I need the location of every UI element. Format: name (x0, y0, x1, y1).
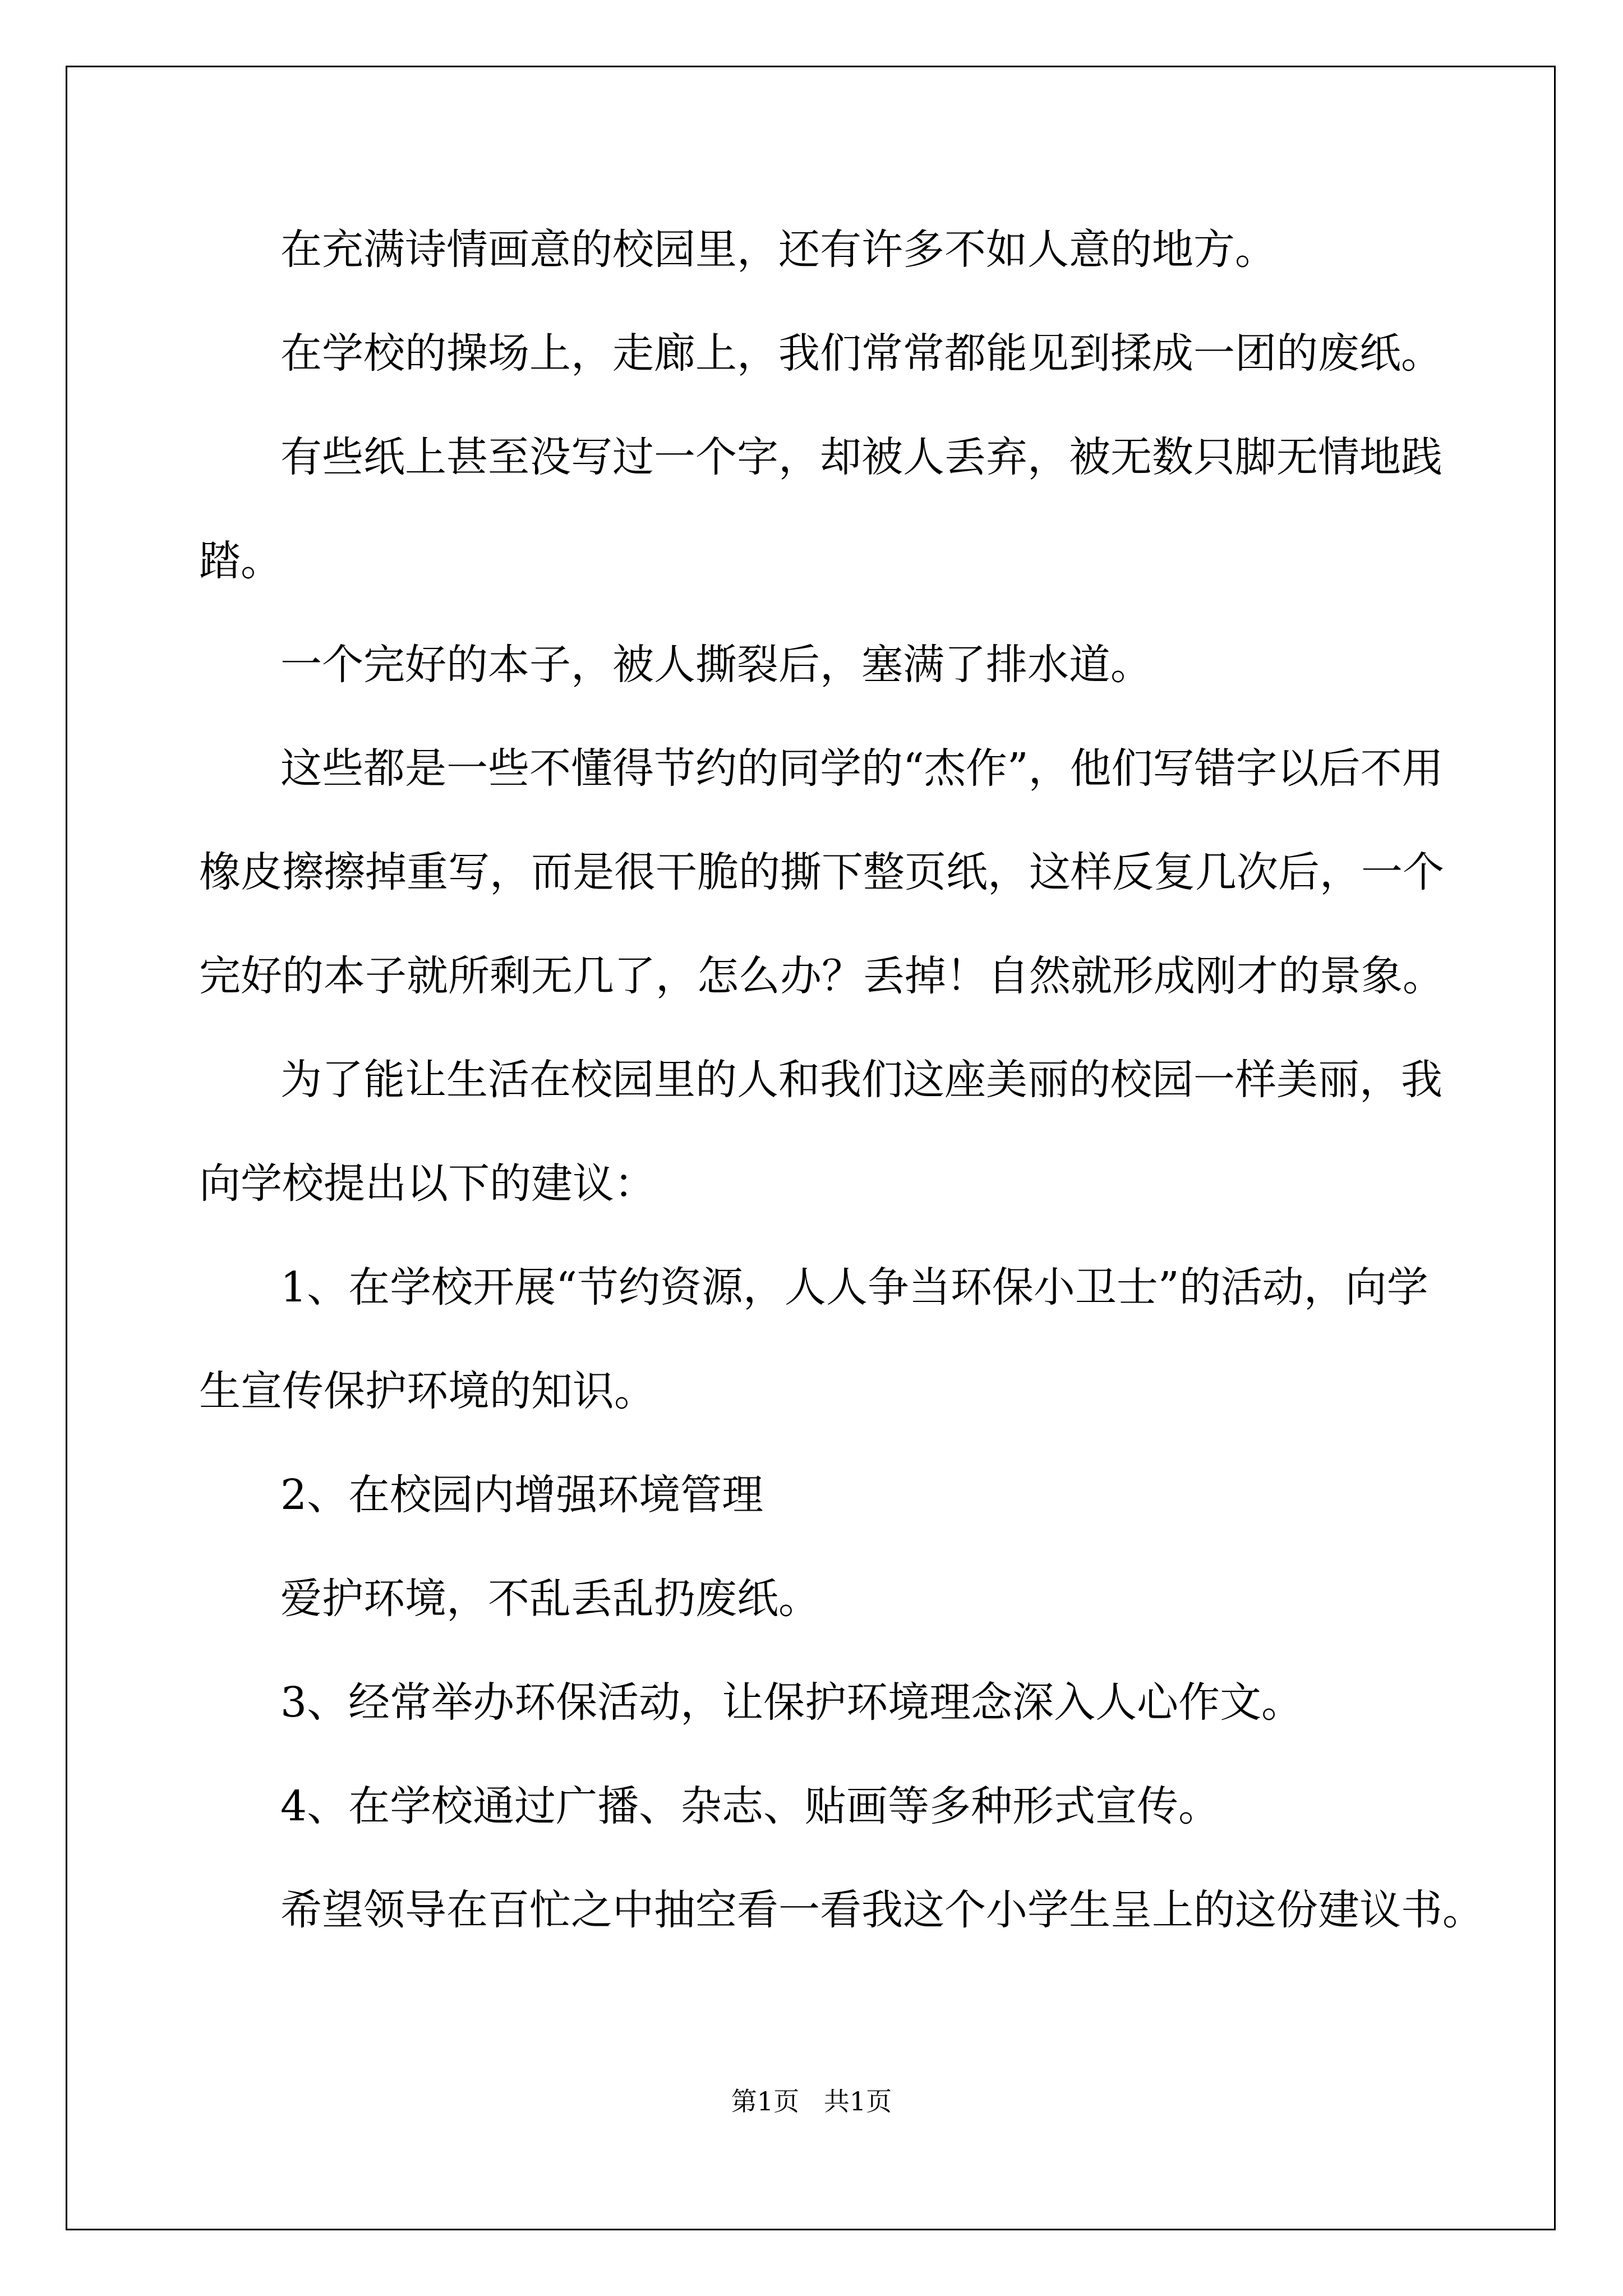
paragraph-line: 爱护环境，不乱丢乱扔废纸。 (280, 1575, 820, 1623)
paragraph-line: 3、经常举办环保活动，让保护环境理念深入人心作文。 (280, 1678, 1303, 1727)
paragraph-line: 生宣传保护环境的知识。 (199, 1367, 656, 1415)
paragraph-line: 在学校的操场上，走廊上，我们常常都能见到揉成一团的废纸。 (280, 329, 1442, 378)
paragraph-line: 一个完好的本子，被人撕裂后，塞满了排水道。 (280, 641, 1152, 689)
page-number-footer: 第1页 共1页 (731, 2086, 892, 2116)
paragraph-line: 1、在学校开展“节约资源，人人争当环保小卫士”的活动，向学 (280, 1263, 1428, 1312)
paragraph-line: 在充满诗情画意的校园里，还有许多不如人意的地方。 (280, 226, 1276, 274)
paragraph-line: 2、在校园内增强环境管理 (280, 1471, 764, 1519)
paragraph-line: 向学校提出以下的建议： (199, 1159, 656, 1208)
paragraph-line: 这些都是一些不懂得节约的同学的“杰作”，他们写错字以后不用 (280, 744, 1444, 793)
paragraph-line: 4、在学校通过广播、杂志、贴画等多种形式宣传。 (280, 1782, 1220, 1830)
paragraph-line: 橡皮擦擦掉重写，而是很干脆的撕下整页纸，这样反复几次后，一个 (199, 848, 1444, 896)
paragraph-line: 完好的本子就所剩无几了，怎么办？丢掉！自然就形成刚才的景象。 (199, 952, 1444, 1000)
paragraph-line: 有些纸上甚至没写过一个字，却被人丢弃，被无数只脚无情地践 (280, 433, 1442, 481)
paragraph-line: 踏。 (199, 537, 282, 585)
paragraph-line: 为了能让生活在校园里的人和我们这座美丽的校园一样美丽，我 (280, 1056, 1442, 1104)
paragraph-line: 希望领导在百忙之中抽空看一看我这个小学生呈上的这份建议书。 (280, 1886, 1484, 1934)
